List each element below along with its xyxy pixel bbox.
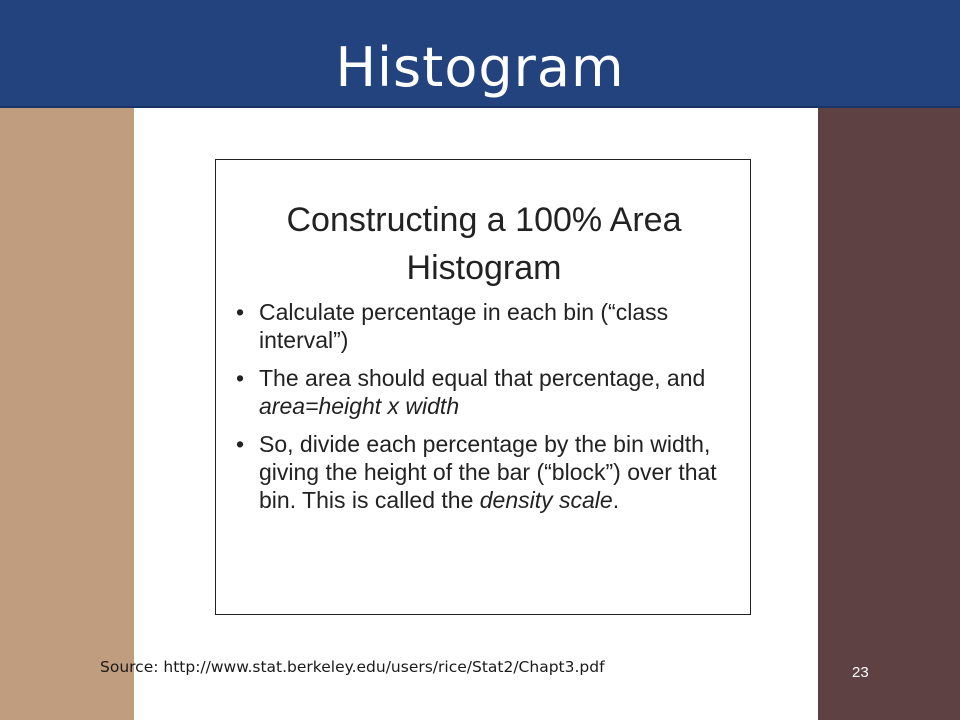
bullet-marker: • (236, 431, 245, 457)
bullet-item (236, 430, 736, 514)
bullet-text: So, divide each percentage by the bin width, giving the height of the bar (“block”) over that bin. This is called the (259, 431, 717, 513)
title-bar (0, 0, 960, 108)
figure-title-line-2: Histogram (406, 249, 562, 287)
figure-title-line-1: Constructing a 100% Area (286, 201, 682, 239)
page-number: 23 (852, 664, 869, 681)
bullet-text: Calculate percentage in each bin (“class interval”) (259, 299, 669, 353)
slide-title: Histogram (335, 36, 625, 99)
bullet-list (236, 298, 736, 524)
left-decorative-stripe (0, 0, 134, 720)
bullet-text: The area should equal that percentage, and (259, 365, 706, 391)
bullet-italic-text: density scale (479, 487, 613, 513)
right-decorative-stripe (818, 0, 960, 720)
bullet-marker: • (236, 299, 245, 325)
bullet-item (236, 364, 736, 420)
scanned-figure (215, 159, 751, 615)
bullet-marker: • (236, 365, 245, 391)
bullet-text-end: . (612, 487, 620, 513)
bullet-item (236, 298, 736, 354)
bullet-italic-text: area=height x width (259, 393, 460, 419)
figure-title (216, 196, 752, 292)
source-citation: Source: http://www.stat.berkeley.edu/users/rice/Stat2/Chapt3.pdf (100, 658, 605, 676)
